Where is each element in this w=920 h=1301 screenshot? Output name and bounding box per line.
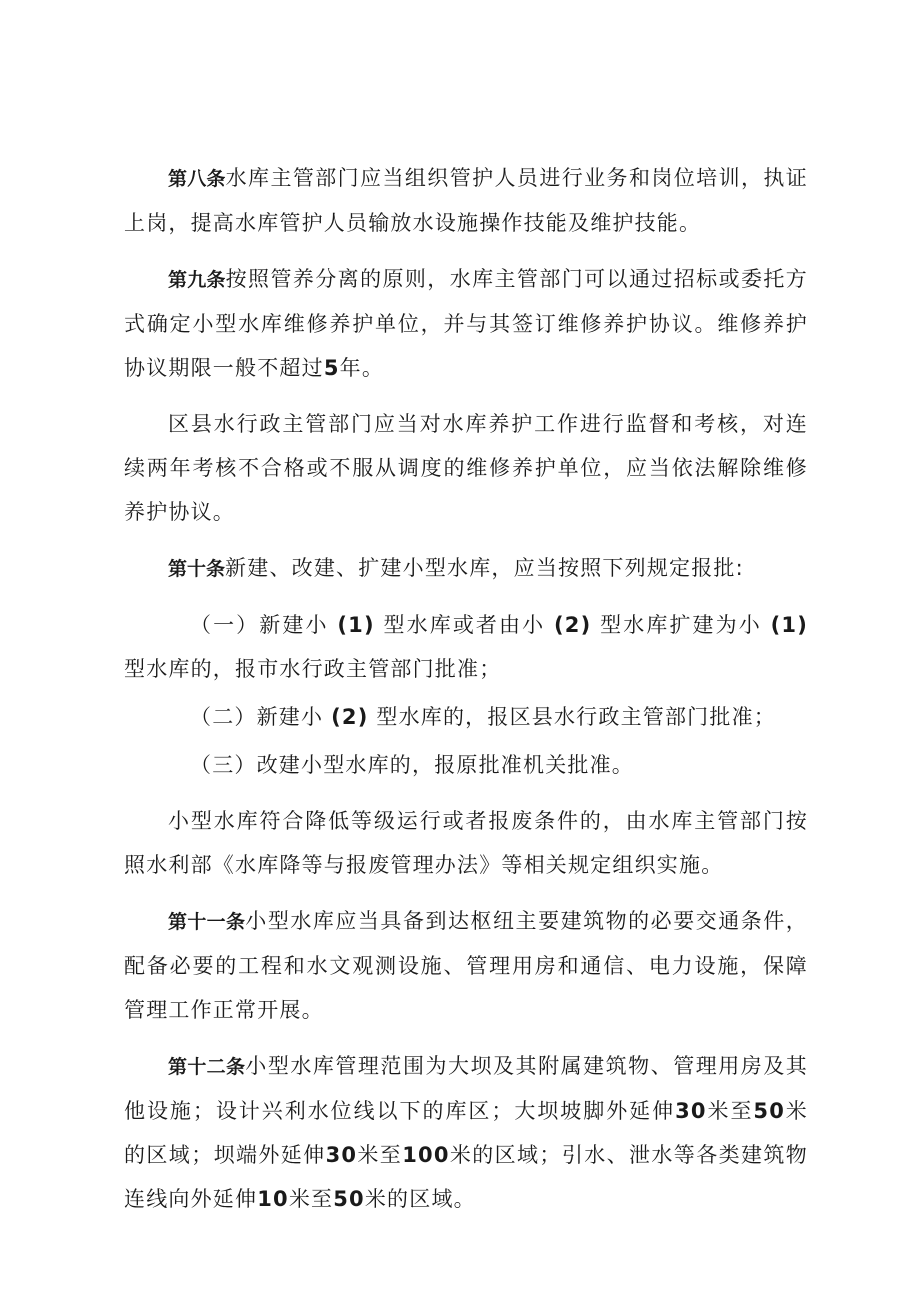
article-12-num-4: 100 <box>402 1143 450 1167</box>
item-3-text: （三）改建小型水库的，报原批准机关批准。 <box>190 753 634 777</box>
item-1-text-d: 型水库的，报市水行政主管部门批准； <box>124 657 502 681</box>
document-body <box>124 156 808 1233</box>
article-12-text-5: 米的区域；引水、泄水等各类建筑物连线向外延伸 <box>124 1143 808 1211</box>
article-12-num-5: 10 <box>257 1187 289 1211</box>
item-1-text-b: 型水库或者由小 <box>374 613 554 637</box>
item-1-text-a: （一）新建小 <box>190 613 338 637</box>
article-10-text: 新建、改建、扩建小型水库，应当按照下列规定报批: <box>225 556 744 580</box>
article-12-text-6: 米至 <box>288 1187 334 1211</box>
article-9-years: 5 <box>323 356 340 380</box>
article-9-text-end: 年。 <box>339 356 385 380</box>
article-12-text-7: 米的区域。 <box>364 1187 476 1211</box>
article-12-label: 第十二条 <box>168 1056 246 1078</box>
article-9-paragraph-2 <box>124 402 808 534</box>
article-12-num-3: 30 <box>325 1143 358 1167</box>
article-10 <box>124 546 808 591</box>
article-12-text-4: 米至 <box>357 1143 403 1167</box>
article-8-label: 第八条 <box>168 168 226 190</box>
article-9-text: 按照管养分离的原则，水库主管部门可以通过招标或委托方式确定小型水库维修养护单位，并与其签订维修养护协议。维修养护协议期限一般不超过 <box>124 267 808 380</box>
article-12-text-1: 小型水库管理范围为大坝及其附属建筑物、管理用房及其他设施；设计兴利水位线以下的库区；大坝坡脚外延伸 <box>124 1054 808 1123</box>
item-1-num-c: (1) <box>770 613 809 637</box>
item-1-text-c: 型水库扩建为小 <box>591 613 771 637</box>
item-2-text-b: 型水库的，报区县水行政主管部门批准； <box>368 705 776 729</box>
item-1-num-a: (1) <box>337 613 375 637</box>
article-12 <box>124 1044 808 1221</box>
article-10-item-1 <box>124 603 808 691</box>
article-10-paragraph-2 <box>124 799 808 887</box>
article-12-num-2: 50 <box>753 1099 786 1123</box>
article-10-item-3 <box>124 743 808 787</box>
article-12-text-2: 米至 <box>706 1099 754 1123</box>
article-9-paragraph-2-text: 区县水行政主管部门应当对水库养护工作进行监督和考核，对连续两年考核不合格或不服从调度的维修养护单位，应当依法解除维修养护协议。 <box>124 412 808 524</box>
item-2-text-a: （二）新建小 <box>190 705 332 729</box>
article-12-num-1: 30 <box>675 1099 707 1123</box>
article-10-label: 第十条 <box>168 558 226 580</box>
article-11 <box>124 899 808 1032</box>
article-11-text: 小型水库应当具备到达枢纽主要建筑物的必要交通条件，配备必要的工程和水文观测设施、管理用房和通信、电力设施，保障管理工作正常开展。 <box>124 909 808 1022</box>
item-2-num-a: (2) <box>331 705 369 729</box>
article-10-item-2 <box>124 695 808 739</box>
article-9-label: 第九条 <box>168 269 226 291</box>
article-8 <box>124 156 808 245</box>
article-10-paragraph-2-text: 小型水库符合降低等级运行或者报废条件的，由水库主管部门按照水利部《水库降等与报废管理办法》等相关规定组织实施。 <box>124 809 808 877</box>
article-8-text: 水库主管部门应当组织管护人员进行业务和岗位培训，执证上岗，提高水库管护人员输放水设施操作技能及维护技能。 <box>124 166 808 235</box>
article-9 <box>124 257 808 390</box>
article-12-num-6: 50 <box>333 1187 365 1211</box>
article-11-label: 第十一条 <box>168 911 246 933</box>
article-12-text-3: 米的区域；坝端外延伸 <box>124 1099 808 1167</box>
item-1-num-b: (2) <box>553 613 592 637</box>
